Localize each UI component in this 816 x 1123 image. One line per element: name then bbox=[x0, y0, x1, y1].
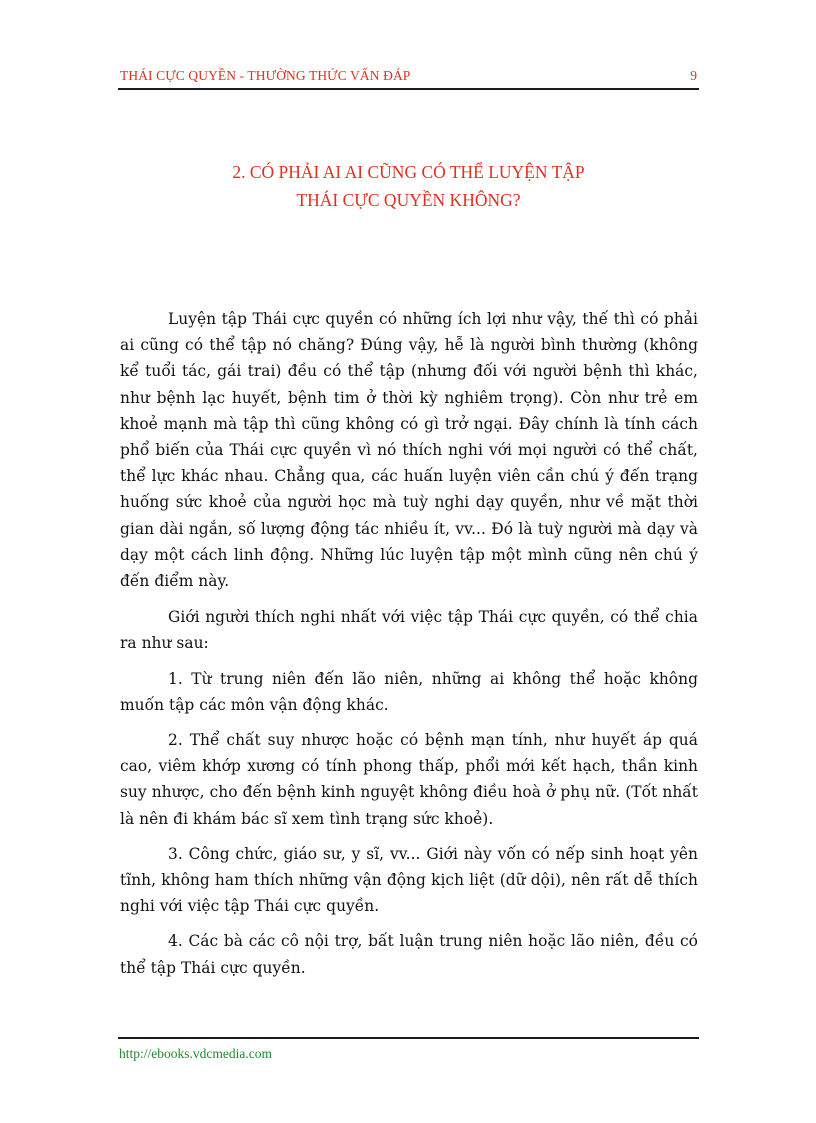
page-footer bbox=[118, 1037, 699, 1061]
paragraph-intro: Luyện tập Thái cực quyền có những ích lợi như vậy, thế thì có phải ai cũng có thể tập nó chăng? Đúng vậy, hễ là người bình thường (không kể tuổi tác, gái trai) đều có thể tập (nhưng đối với người bệnh thì khác, như bệnh lạc huyết, bệnh tim ở thời kỳ nghiêm trọng). Còn như trẻ em khoẻ mạnh mà tập thì cũng không có gì trở ngại. Đây chính là tính cách phổ biến của Thái cực quyền vì nó thích nghi với mọi người có thể chất, thể lực khác nhau. Chẳng qua, các huấn luyện viên cần chú ý đến trạng huống sức khoẻ của người học mà tuỳ nghi dạy quyền, như về mặt thời gian dài ngắn, số lượng động tác nhiều ít, vv... Đó là tuỳ người mà dạy và dạy một cách linh động. Những lúc luyện tập một mình cũng nên chú ý đến điểm này. bbox=[120, 310, 698, 591]
paragraph-groups-intro: Giới người thích nghi nhất với việc tập Thái cực quyền, có thể chia ra như sau: bbox=[120, 608, 698, 653]
chapter-title bbox=[118, 158, 699, 214]
list-item-4: 4. Các bà các cô nội trợ, bất luận trung niên hoặc lão niên, đều có thể tập Thái cực quyền. bbox=[120, 932, 698, 977]
chapter-title-line-1: 2. CÓ PHẢI AI AI CŨNG CÓ THỂ LUYỆN TẬP bbox=[232, 162, 585, 182]
list-item-2: 2. Thể chất suy nhược hoặc có bệnh mạn tính, như huyết áp quá cao, viêm khớp xương có tính phong thấp, phổi mới kết hạch, thần kinh suy nhược, cho đến bệnh kinh nguyệt không điều hoà ở phụ nữ. (Tốt nhất là nên đi khám bác sĩ xem tình trạng sức khoẻ). bbox=[120, 731, 698, 828]
page-number: 9 bbox=[690, 68, 697, 83]
chapter-title-line-2: THÁI CỰC QUYỀN KHÔNG? bbox=[296, 190, 521, 210]
header-title: THÁI CỰC QUYỀN - THƯỜNG THỨC VẤN ĐÁP bbox=[120, 68, 411, 83]
running-header bbox=[118, 64, 699, 90]
body-text bbox=[120, 306, 698, 990]
list-item-1: 1. Từ trung niên đến lão niên, những ai không thể hoặc không muốn tập các môn vận động khác. bbox=[120, 669, 698, 714]
footer-url-link[interactable]: http://ebooks.vdcmedia.com bbox=[119, 1046, 272, 1061]
list-item-3: 3. Công chức, giáo sư, y sĩ, vv... Giới này vốn có nếp sinh hoạt yên tĩnh, không ham thích những vận động kịch liệt (dữ dội), nên rất dễ thích nghi với việc tập Thái cực quyền. bbox=[120, 844, 698, 916]
